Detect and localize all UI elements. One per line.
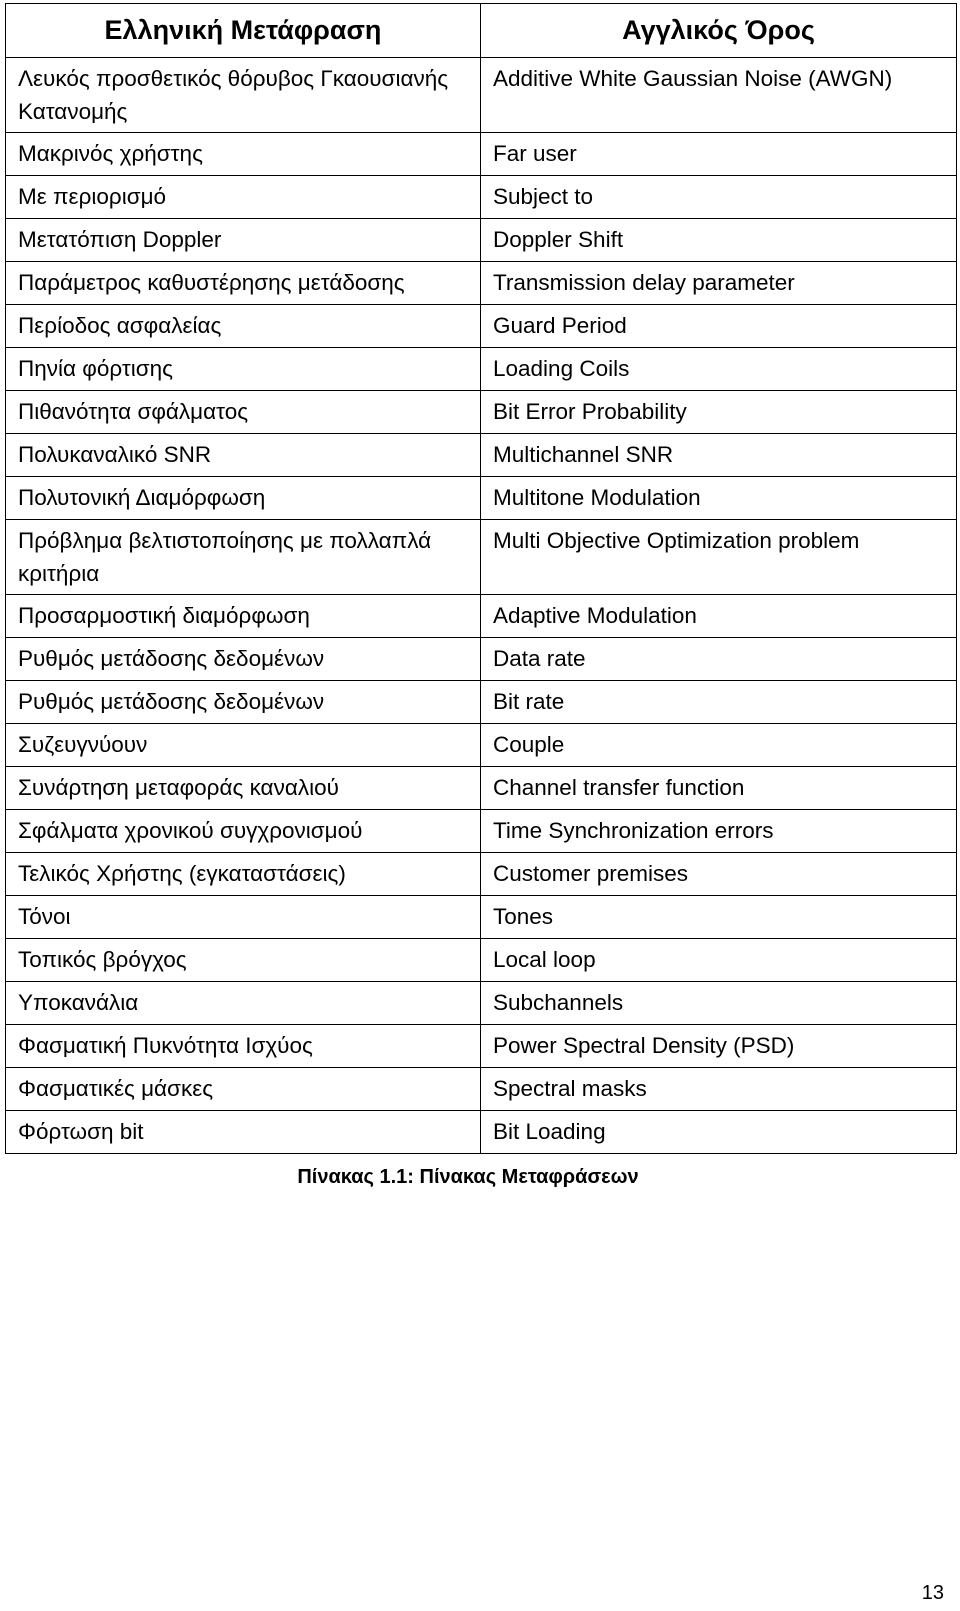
english-term-cell: Tones	[481, 896, 957, 939]
table-row	[6, 520, 957, 595]
greek-term-cell: Ρυθμός μετάδοσης δεδομένων	[6, 638, 481, 681]
english-term-cell: Transmission delay parameter	[481, 262, 957, 305]
table-row	[6, 853, 957, 896]
greek-term-cell: Συνάρτηση μεταφοράς καναλιού	[6, 767, 481, 810]
english-term-cell: Data rate	[481, 638, 957, 681]
greek-term-cell: Φασματικές μάσκες	[6, 1068, 481, 1111]
greek-term-cell: Τοπικός βρόγχος	[6, 939, 481, 982]
table-row	[6, 638, 957, 681]
table-row	[6, 434, 957, 477]
greek-term-cell: Πιθανότητα σφάλματος	[6, 391, 481, 434]
table-header-row	[6, 4, 957, 58]
table-row	[6, 477, 957, 520]
greek-term-cell: Συζευγνύουν	[6, 724, 481, 767]
table-row	[6, 1025, 957, 1068]
greek-term-cell: Πολυτονική Διαμόρφωση	[6, 477, 481, 520]
english-term-cell: Guard Period	[481, 305, 957, 348]
english-term-cell: Bit Loading	[481, 1111, 957, 1154]
table-row	[6, 939, 957, 982]
greek-term-cell: Υποκανάλια	[6, 982, 481, 1025]
table-row	[6, 305, 957, 348]
table-row	[6, 262, 957, 305]
english-term-cell: Doppler Shift	[481, 219, 957, 262]
english-term-cell: Multichannel SNR	[481, 434, 957, 477]
table-row	[6, 1068, 957, 1111]
greek-term-cell: Πολυκαναλικό SNR	[6, 434, 481, 477]
greek-term-cell: Ρυθμός μετάδοσης δεδομένων	[6, 681, 481, 724]
table-row	[6, 348, 957, 391]
table-row	[6, 219, 957, 262]
page-number: 13	[921, 1582, 944, 1604]
english-term-cell: Time Synchronization errors	[481, 810, 957, 853]
english-term-cell: Loading Coils	[481, 348, 957, 391]
english-term-cell: Adaptive Modulation	[481, 595, 957, 638]
table-row	[6, 724, 957, 767]
greek-term-cell: Λευκός προσθετικός θόρυβος Γκαουσιανής Κατανομής	[6, 58, 481, 133]
table-row	[6, 391, 957, 434]
table-row	[6, 176, 957, 219]
table-row	[6, 1111, 957, 1154]
greek-term-cell: Μετατόπιση Doppler	[6, 219, 481, 262]
greek-term-cell: Φόρτωση bit	[6, 1111, 481, 1154]
greek-term-cell: Παράμετρος καθυστέρησης μετάδοσης	[6, 262, 481, 305]
table-row	[6, 767, 957, 810]
table-row	[6, 133, 957, 176]
english-term-cell: Spectral masks	[481, 1068, 957, 1111]
table-row	[6, 896, 957, 939]
english-term-cell: Subchannels	[481, 982, 957, 1025]
english-term-cell: Bit rate	[481, 681, 957, 724]
header-greek-translation: Ελληνική Μετάφραση	[6, 4, 481, 58]
table-row	[6, 595, 957, 638]
greek-term-cell: Περίοδος ασφαλείας	[6, 305, 481, 348]
table-row	[6, 681, 957, 724]
english-term-cell: Subject to	[481, 176, 957, 219]
table-caption: Πίνακας 1.1: Πίνακας Μεταφράσεων	[297, 1166, 639, 1188]
table-row	[6, 810, 957, 853]
english-term-cell: Far user	[481, 133, 957, 176]
table-row	[6, 58, 957, 133]
translation-table-container	[5, 3, 956, 1154]
header-english-term: Αγγλικός Όρος	[481, 4, 957, 58]
greek-term-cell: Πηνία φόρτισης	[6, 348, 481, 391]
greek-term-cell: Προσαρμοστική διαμόρφωση	[6, 595, 481, 638]
english-term-cell: Couple	[481, 724, 957, 767]
english-term-cell: Multi Objective Optimization problem	[481, 520, 957, 595]
greek-term-cell: Με περιορισμό	[6, 176, 481, 219]
greek-term-cell: Τελικός Χρήστης (εγκαταστάσεις)	[6, 853, 481, 896]
greek-term-cell: Φασματική Πυκνότητα Ισχύος	[6, 1025, 481, 1068]
greek-term-cell: Πρόβλημα βελτιστοποίησης με πολλαπλά κριτήρια	[6, 520, 481, 595]
english-term-cell: Multitone Modulation	[481, 477, 957, 520]
greek-term-cell: Μακρινός χρήστης	[6, 133, 481, 176]
greek-term-cell: Σφάλματα χρονικού συγχρονισμού	[6, 810, 481, 853]
table-row	[6, 982, 957, 1025]
english-term-cell: Local loop	[481, 939, 957, 982]
greek-term-cell: Τόνοι	[6, 896, 481, 939]
english-term-cell: Additive White Gaussian Noise (AWGN)	[481, 58, 957, 133]
translation-table	[5, 3, 957, 1154]
english-term-cell: Customer premises	[481, 853, 957, 896]
english-term-cell: Bit Error Probability	[481, 391, 957, 434]
english-term-cell: Power Spectral Density (PSD)	[481, 1025, 957, 1068]
english-term-cell: Channel transfer function	[481, 767, 957, 810]
